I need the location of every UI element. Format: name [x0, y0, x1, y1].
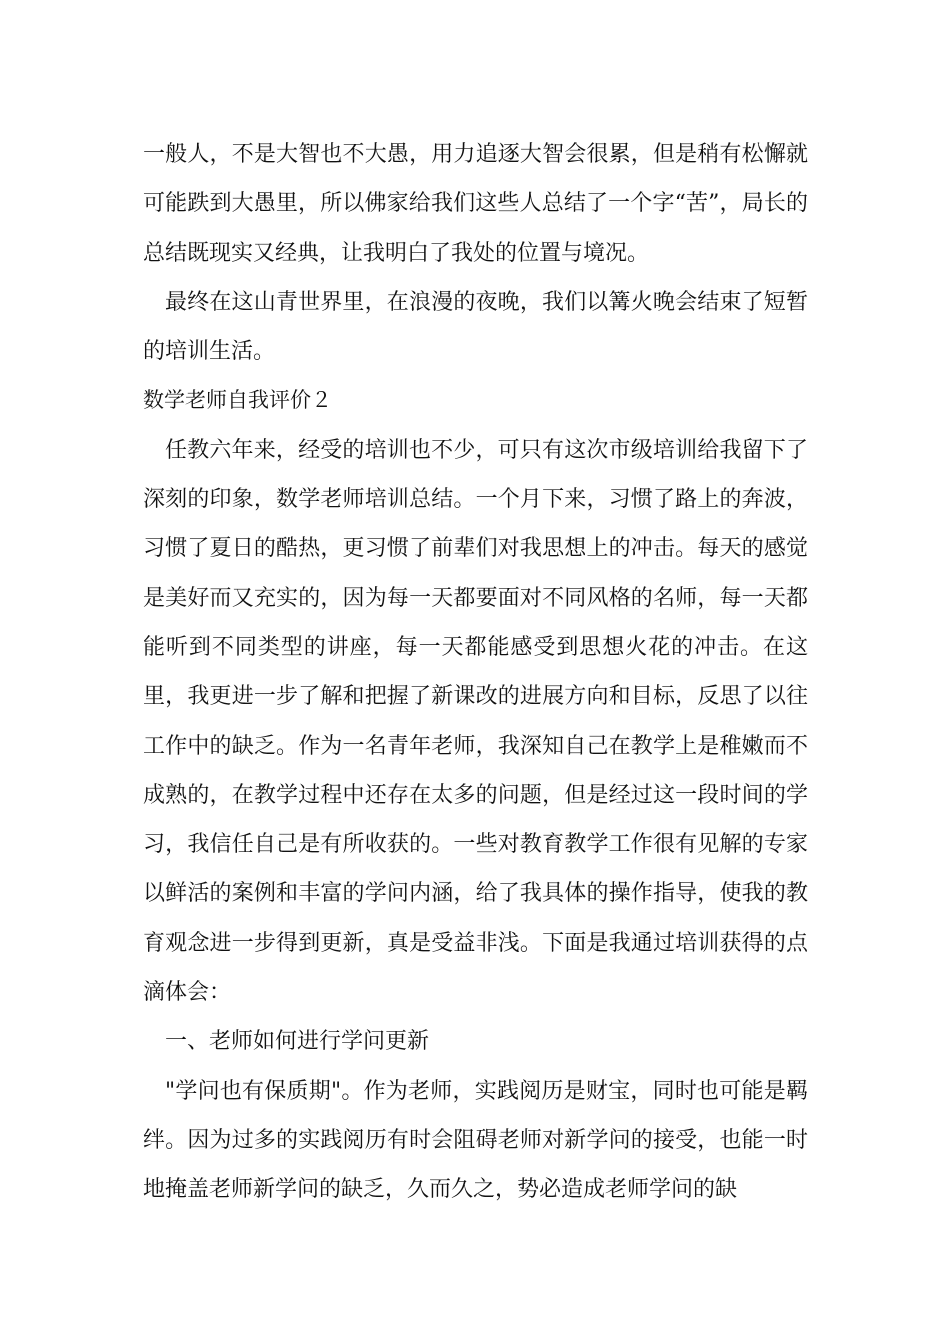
paragraph-body-2: "学问也有保质期"。作为老师，实践阅历是财宝，同时也可能是羁绊。因为过多的实践阅历有时会阻碍老师对新学问的接受，也能一时地掩盖老师新学问的缺乏，久而久之，势必造成老师学问的缺	[143, 1078, 808, 1203]
section-title: 数学老师自我评价２	[143, 388, 332, 413]
document-body	[143, 130, 808, 1215]
paragraph-body: 任教六年来，经受的培训也不少，可只有这次市级培训给我留下了深刻的印象，数学老师培训总结。一个月下来，习惯了路上的奔波，习惯了夏日的酷热，更习惯了前辈们对我思想上的冲击。每天的感觉是美好而又充实的，因为每一天都要面对不同风格的名师，每一天都能听到不同类型的讲座，每一天都能感受到思想火花的冲击。在这里，我更进一步了解和把握了新课改的进展方向和目标，反思了以往工作中的缺乏。作为一名青年老师，我深知自己在教学上是稚嫩而不成熟的，在教学过程中还存在太多的问题，但是经过这一段时间的学习，我信任自己是有所收获的。一些对教育教学工作很有见解的专家以鲜活的案例和丰富的学问内涵，给了我具体的操作指导，使我的教育观念进一步得到更新，真是受益非浅。下面是我通过培训获得的点滴体会：	[143, 437, 808, 1006]
paragraph-closing: 最终在这山青世界里，在浪漫的夜晚，我们以篝火晚会结束了短暂的培训生活。	[143, 289, 808, 365]
subsection-title: 一、老师如何进行学问更新	[165, 1029, 430, 1055]
paragraph-continuation: 一般人，不是大智也不大愚，用力追逐大智会很累，但是稍有松懈就可能跌到大愚里，所以佛家给我们这些人总结了一个字“苦”，局长的总结既现实又经典，让我明白了我处的位置与境况。	[143, 142, 808, 266]
